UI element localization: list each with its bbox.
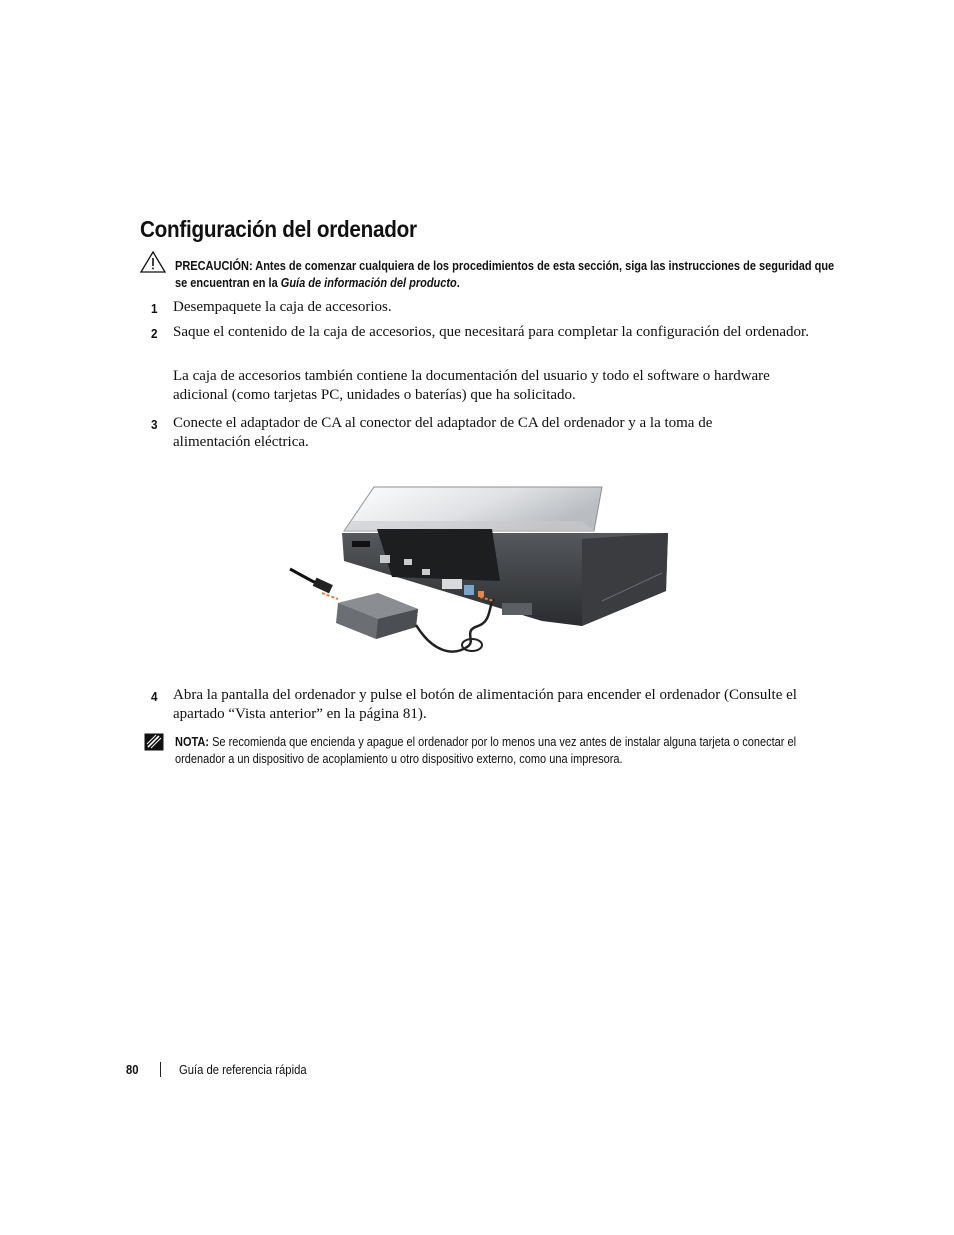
- footer-divider: [160, 1062, 161, 1077]
- step-number: 4: [151, 689, 158, 704]
- step-text: Abra la pantalla del ordenador y pulse el botón de alimentación para encender el ordenador (Consulte el apartado “Vista anterior” en la página 81).: [173, 687, 797, 722]
- footer-title: Guía de referencia rápida: [179, 1063, 307, 1077]
- caution-reference: Guía de información del producto: [280, 276, 457, 290]
- caution-icon: [140, 251, 166, 273]
- note-body: Se recomienda que encienda y apague el ordenador por lo menos una vez antes de instalar alguna tarjeta o conectar el ordenador a un dispositivo de acoplamiento u otro dispositivo externo, como una impresora.: [175, 735, 797, 766]
- step-text: Conecte el adaptador de CA al conector del adaptador de CA del ordenador y a la toma de alimentación eléctrica.: [173, 415, 713, 450]
- note-pencil-icon: [144, 733, 164, 751]
- step-extra-text: La caja de accesorios también contiene la documentación del usuario y todo el software o hardware adicional (como tarjetas PC, unidades o baterías) que ha solicitado.: [173, 368, 770, 403]
- step-number: 2: [151, 326, 158, 341]
- caution-label: PRECAUCIÓN:: [175, 259, 253, 273]
- laptop-adapter-illustration: [282, 481, 674, 663]
- step-number: 3: [151, 417, 158, 432]
- page-title: Configuración del ordenador: [140, 216, 417, 242]
- page-number: 80: [126, 1063, 139, 1077]
- note-notice: [175, 734, 819, 768]
- caution-body: Antes de comenzar cualquiera de los procedimientos de esta sección, siga las instrucciones de seguridad que se encuentran en la: [175, 259, 835, 290]
- caution-end: .: [456, 276, 460, 290]
- note-label: NOTA:: [175, 735, 210, 749]
- step-number: 1: [151, 301, 158, 316]
- step-text: Saque el contenido de la caja de accesorios, que necesitará para completar la configuración del ordenador.: [173, 324, 809, 340]
- step-text: Desempaquete la caja de accesorios.: [173, 299, 392, 315]
- caution-notice: [175, 258, 844, 292]
